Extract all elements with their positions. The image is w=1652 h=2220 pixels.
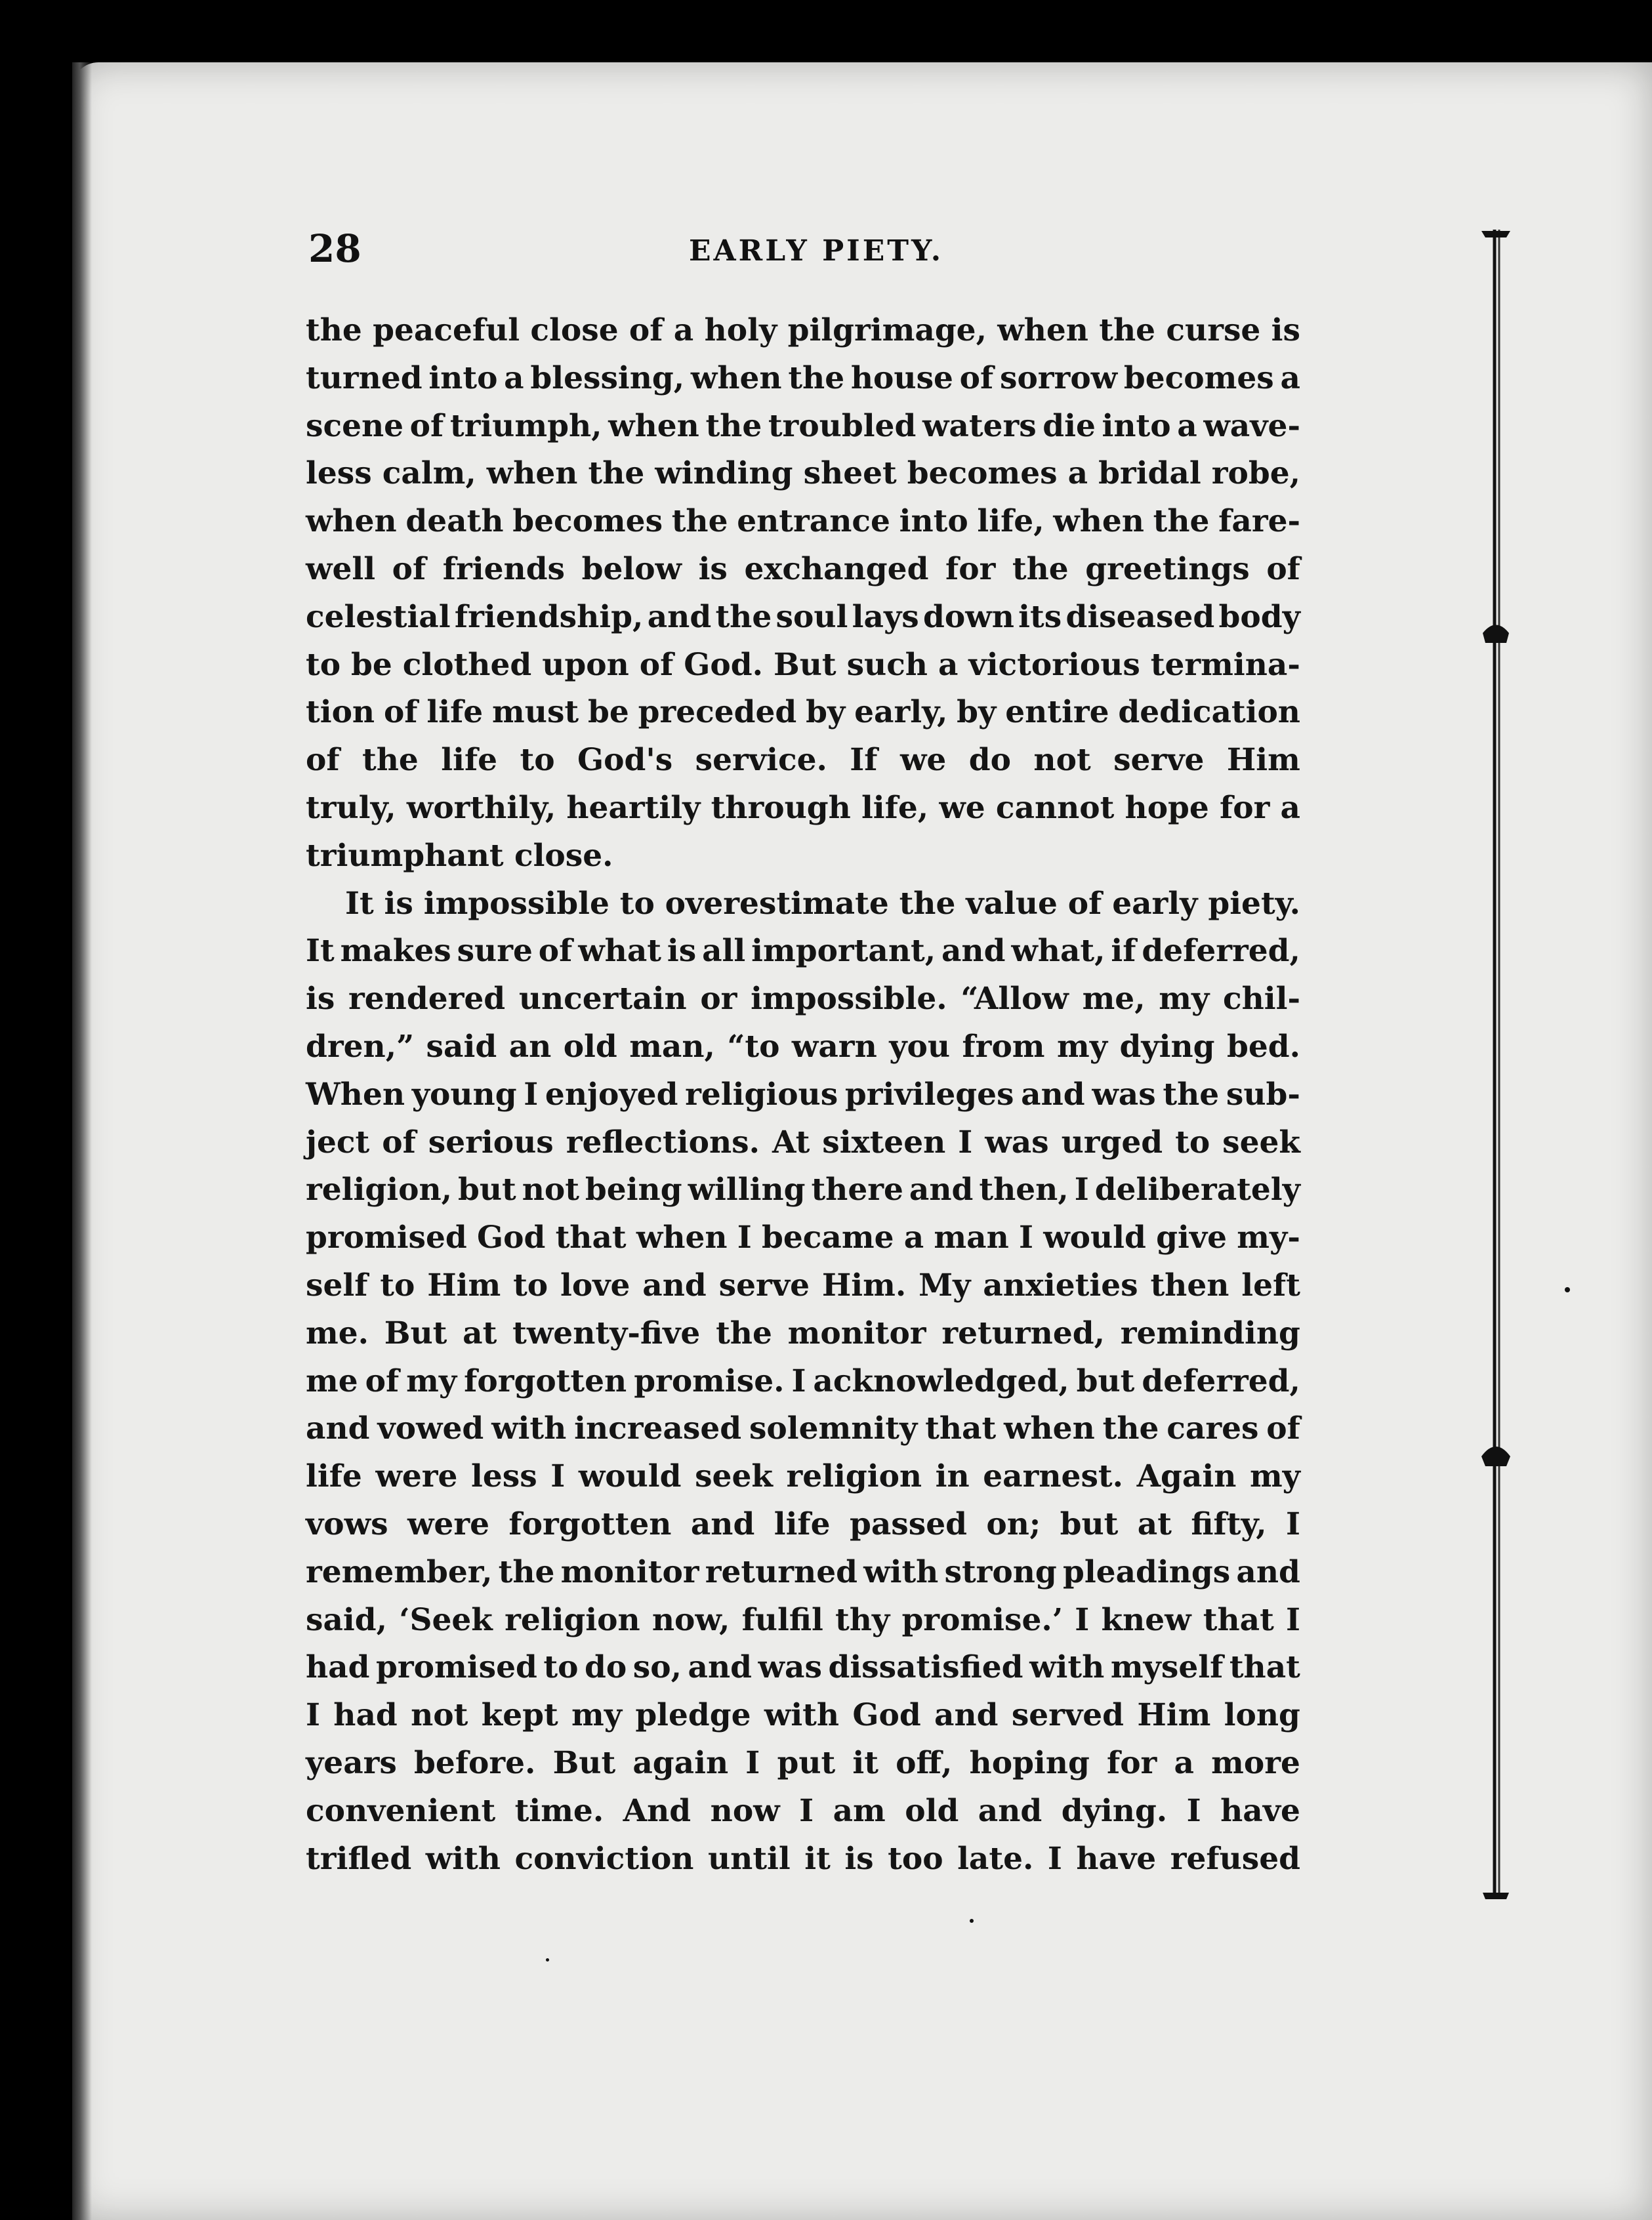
text-line: is rendered uncertain or impossible. “Allow me, my chil- xyxy=(306,981,1300,1018)
binding-thread xyxy=(1476,223,1516,1902)
text-line: celestial friendship, and the soul lays down its diseased body xyxy=(306,598,1300,635)
text-line: truly, worthily, heartily through life, we cannot hope for a xyxy=(306,789,1300,826)
text-line: It is impossible to overestimate the value of early piety. xyxy=(345,885,1300,922)
text-line: scene of triumph, when the troubled waters die into a wave- xyxy=(306,407,1300,444)
text-line: religion, but not being willing there and then, I deliberately xyxy=(306,1172,1300,1208)
page-shadow-edge xyxy=(72,62,92,2220)
text-line: vows were forgotten and life passed on; but at fifty, I xyxy=(306,1506,1300,1542)
text-line: remember, the monitor returned with strong pleadings and xyxy=(306,1553,1300,1590)
text-line: and vowed with increased solemnity that when the cares of xyxy=(306,1410,1300,1447)
text-line: When young I enjoyed religious privileges and was the sub- xyxy=(306,1076,1300,1113)
text-line: turned into a blessing, when the house of sorrow becomes a xyxy=(306,360,1300,396)
text-line: trifled with conviction until it is too late. I have refused xyxy=(306,1840,1300,1877)
text-line: ject of serious reflections. At sixteen I was urged to seek xyxy=(306,1124,1300,1161)
text-line: self to Him to love and serve Him. My anxieties then left xyxy=(306,1267,1300,1304)
text-line: tion of life must be preceded by early, by entire dedication xyxy=(306,694,1300,731)
page-speck xyxy=(1565,1287,1570,1292)
text-line: promised God that when I became a man I would give my- xyxy=(306,1220,1300,1256)
text-line: triumphant close. xyxy=(306,837,613,874)
paragraph-2 xyxy=(306,880,1300,1883)
page-number: 28 xyxy=(308,226,361,271)
text-line: It makes sure of what is all important, and what, if deferred, xyxy=(306,933,1300,970)
text-line: well of friends below is exchanged for the greetings of xyxy=(306,550,1300,587)
text-line: to be clothed upon of God. But such a victorious termina- xyxy=(306,646,1300,683)
paragraph-1 xyxy=(306,307,1300,880)
text-line: life were less I would seek religion in earnest. Again my xyxy=(306,1458,1300,1495)
text-line: when death becomes the entrance into life, when the fare- xyxy=(306,503,1300,540)
text-line: years before. But again I put it off, hoping for a more xyxy=(306,1744,1300,1781)
page-speck xyxy=(546,1958,549,1962)
text-line: had promised to do so, and was dissatisfied with myself that xyxy=(306,1649,1300,1686)
text-line: the peaceful close of a holy pilgrimage, when the curse is xyxy=(306,312,1300,348)
body-text xyxy=(306,307,1300,1883)
text-line: me. But at twenty-five the monitor returned, reminding xyxy=(306,1315,1300,1351)
text-line: said, ‘Seek religion now, fulfil thy promise.’ I knew that I xyxy=(306,1601,1300,1638)
text-line: of the life to God's service. If we do not serve Him xyxy=(306,742,1300,779)
running-title: EARLY PIETY. xyxy=(689,234,944,268)
page-speck xyxy=(970,1919,974,1923)
text-line: convenient time. And now I am old and dying. I have xyxy=(306,1792,1300,1829)
text-line: me of my forgotten promise. I acknowledged, but deferred, xyxy=(306,1363,1300,1399)
text-line: dren,” said an old man, “to warn you from my dying bed. xyxy=(306,1028,1300,1065)
text-line: less calm, when the winding sheet becomes a bridal robe, xyxy=(306,455,1300,492)
text-line: I had not kept my pledge with God and served Him long xyxy=(306,1697,1300,1734)
